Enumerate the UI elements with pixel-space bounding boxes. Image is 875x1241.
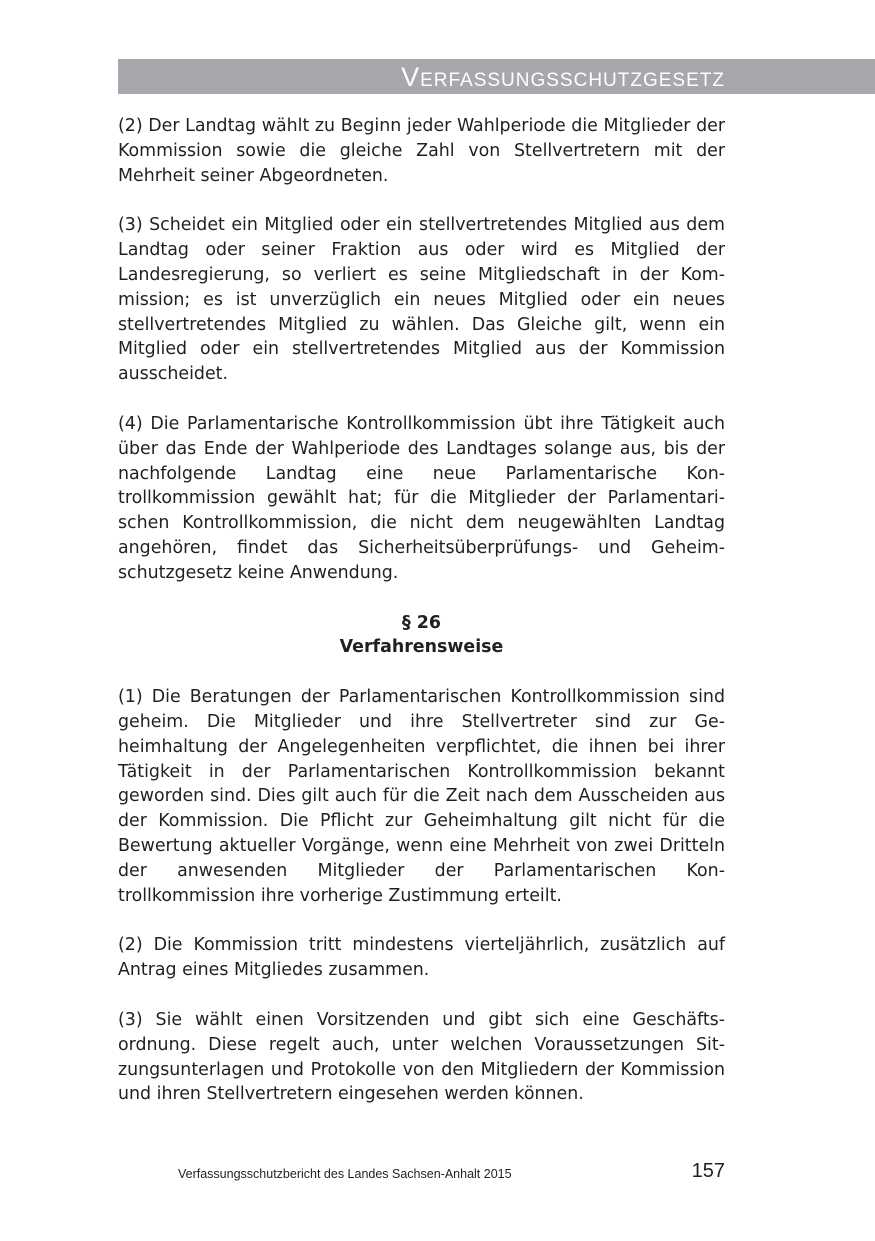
paragraph-26-1: (1) Die Beratungen der Parlamentarischen Kontrollkommission sind geheim. Die Mitglieder und ihre Stellvertreter sind zur Geheimhaltung der Angelegenheiten verpflichtet, die ihnen bei ihrer Tätigkeit in der Parlamentarischen Kontrollkommission bekannt geworden sind. Dies gilt auch für die Zeit nach dem Ausscheiden aus der Kommission. Die Pflicht zur Geheimhaltung gilt nicht für die Bewertung aktueller Vorgänge, wenn eine Mehrheit von zwei Dritteln der anwesenden Mitglieder der Parlamentarischen Kontrollkommission ihre vorherige Zustimmung erteilt. — [118, 687, 725, 906]
paragraph-25-2: (2) Der Landtag wählt zu Beginn jeder Wahlperiode die Mitglieder der Kommission sowie die gleiche Zahl von Stellvertretern mit der Mehrheit seiner Abgeordneten. — [118, 116, 725, 186]
page-content — [118, 114, 725, 1107]
paragraph-26-3: (3) Sie wählt einen Vorsitzenden und gibt sich eine Geschäftsordnung. Diese regelt auch, unter welchen Voraussetzungen Sitzungsunterlagen und Protokolle von den Mitgliedern der Kommission und ihren Stellvertretern eingesehen werden können. — [118, 1009, 725, 1105]
running-header-title: Verfassungsschutzgesetz — [401, 62, 725, 92]
paragraph-26-2: (2) Die Kommission tritt mindestens vierteljährlich, zusätzlich auf Antrag eines Mitgliedes zusammen. — [118, 935, 725, 981]
paragraph-25-4: (4) Die Parlamentarische Kontrollkommission übt ihre Tätigkeit auch über das Ende der Wahlperiode des Landtages solange aus, bis der nachfolgende Landtag eine neue Parlamentarische Kontrollkommission gewählt hat; für die Mitglieder der Parlamentarischen Kontrollkommission, die nicht dem neugewählten Landtag angehören, findet das Sicherheitsüberprüfungs- und Geheimschutzgesetz keine Anwendung. — [118, 413, 725, 583]
footer-publication: Verfassungsschutzbericht des Landes Sachsen-Anhalt 2015 — [178, 1167, 512, 1181]
page-number: 157 — [691, 1160, 725, 1182]
paragraph-25-3: (3) Scheidet ein Mitglied oder ein stellvertretendes Mitglied aus dem Landtag oder seiner Fraktion aus oder wird es Mitglied der Landesregierung, so verliert es seine Mitgliedschaft in der Kommission; es ist unverzüglich ein neues Mitglied oder ein neues stellvertretendes Mitglied zu wählen. Das Gleiche gilt, wenn ein Mitglied oder ein stellvertretendes Mitglied aus der Kommission ausscheidet. — [118, 215, 725, 385]
section-title: Verfahrensweise — [339, 637, 504, 658]
section-number: § 26 — [402, 612, 441, 633]
